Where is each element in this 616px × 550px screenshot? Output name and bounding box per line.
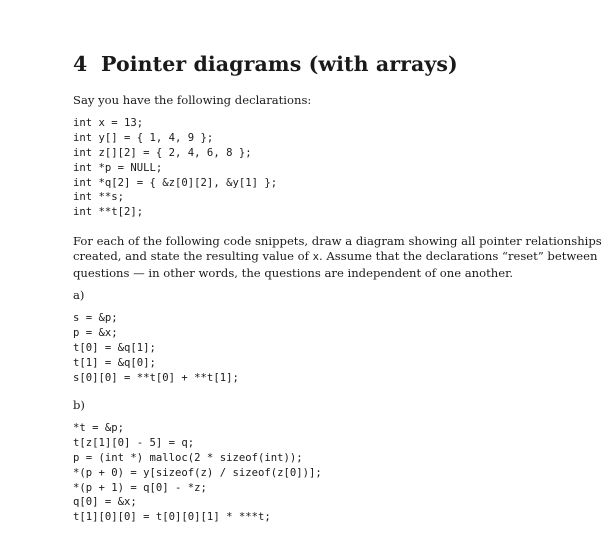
code-line: int **s; [73, 191, 125, 204]
code-line: int z[][2] = { 2, 4, 6, 8 }; [73, 146, 252, 159]
code-line: s[0][0] = **t[0] + **t[1]; [73, 371, 239, 384]
inline-code-x: x [312, 251, 320, 264]
code-line: int *q[2] = { &z[0][2], &y[1] }; [73, 176, 278, 189]
code-line: t[0] = &q[1]; [73, 341, 156, 354]
code-line: t[1] = &q[0]; [73, 356, 156, 369]
instructions-line-3: questions — in other words, the questions are independent of one another. [73, 265, 514, 280]
code-line: t[1][0][0] = t[0][0][1] * ***t; [73, 511, 271, 524]
code-line: p = (int *) malloc(2 * sizeof(int)); [73, 451, 303, 464]
code-line: *(p + 0) = y[sizeof(z) / sizeof(z[0])]; [73, 466, 322, 479]
code-line: int x = 13; [73, 117, 144, 129]
code-line: p = &x; [73, 326, 118, 339]
section-title: Pointer diagrams (with arrays) [101, 52, 458, 76]
code-line: int **t[2]; [73, 206, 144, 219]
part-b-code-block [73, 421, 322, 525]
instructions-line-2-start: created, and state the resulting value of [73, 249, 313, 264]
code-line: *(p + 1) = q[0] - *z; [73, 481, 207, 494]
code-line: int *p = NULL; [73, 161, 163, 174]
section-heading [73, 52, 458, 76]
code-line: int y[] = { 1, 4, 9 }; [73, 131, 214, 144]
instructions-line-2-end: . Assume that the declarations “reset” between [319, 249, 598, 264]
intro-text: Say you have the following declarations: [73, 93, 312, 107]
code-line: *t = &p; [73, 422, 125, 434]
instructions-line-1: For each of the following code snippets, draw a diagram showing all pointer relationships [73, 234, 602, 248]
section-number: 4 [73, 52, 88, 76]
code-line: t[z[1][0] - 5] = q; [73, 436, 195, 449]
part-b-label: b) [73, 398, 85, 412]
part-a-code-block [73, 311, 239, 385]
instructions-line-2 [73, 249, 602, 265]
code-line: s = &p; [73, 312, 118, 324]
part-a-label: a) [73, 288, 85, 302]
code-line: q[0] = &x; [73, 496, 137, 509]
instructions-paragraph [73, 234, 602, 281]
declarations-code-block [73, 116, 277, 220]
